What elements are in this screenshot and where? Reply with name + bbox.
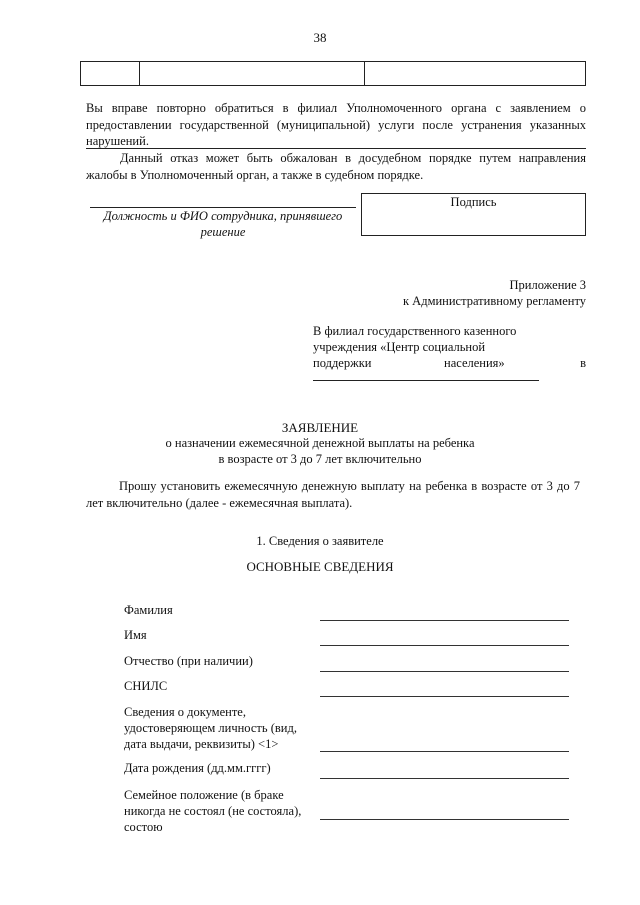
table-divider: [139, 62, 140, 85]
patronymic-fill-line: [320, 671, 569, 672]
signature-caption-line: решение: [200, 225, 246, 239]
address-line: учреждения «Центр социальной: [313, 340, 486, 354]
surname-fill-line: [320, 620, 569, 621]
decision-table-row: [80, 61, 586, 86]
repeat-notice: Вы вправе повторно обратиться в филиал Уполномоченного органа с заявлением о предоставлении государственной (муниципальной) услуги после устранения указанных нарушений.: [86, 101, 586, 148]
field-label-birth-date: Дата рождения (дд.мм.гггг): [124, 761, 271, 775]
appeal-notice: Данный отказ может быть обжалован в досудебном порядке путем направления жалобы в Уполномоченный орган, а также в судебном порядке.: [86, 151, 586, 182]
snils-fill-line: [320, 696, 569, 697]
table-divider: [364, 62, 365, 85]
field-label-name: Имя: [124, 628, 147, 642]
page-number: 38: [313, 30, 327, 45]
appendix-header: [300, 277, 586, 309]
field-label-snils: СНИЛС: [124, 679, 168, 693]
appendix-title: Приложение 3: [509, 278, 586, 292]
statement-subtitle: о назначении ежемесячной денежной выплаты на ребенка: [165, 436, 475, 450]
section-title: 1. Сведения о заявителе: [256, 534, 384, 548]
appendix-subtitle: к Административному регламенту: [402, 294, 586, 308]
statement-heading: ЗАЯВЛЕНИЕ: [281, 420, 359, 435]
id-document-fill-line: [320, 751, 569, 752]
divider-line: [86, 148, 586, 149]
address-word: в: [580, 356, 586, 370]
statement-subtitle: в возрасте от 3 до 7 лет включительно: [218, 452, 422, 466]
signature-box: [361, 193, 586, 236]
birth-date-fill-line: [320, 778, 569, 779]
address-line: В филиал государственного казенного: [313, 324, 517, 338]
field-label-surname: Фамилия: [124, 603, 173, 617]
signature-box-label: Подпись: [450, 195, 497, 209]
marital-status-fill-line: [320, 819, 569, 820]
signature-caption: [90, 208, 356, 240]
field-label-patronymic: Отчество (при наличии): [124, 654, 253, 668]
signature-caption-line: Должность и ФИО сотрудника, принявшего: [103, 209, 343, 223]
field-label-marital-status: Семейное положение (в браке никогда не состоял (не состояла), состою: [124, 788, 302, 834]
field-label-id-document: Сведения о документе, удостоверяющем личность (вид, дата выдачи, реквизиты) <1>: [124, 705, 297, 751]
address-word: населения»: [444, 356, 505, 370]
statement-request: Прошу установить ежемесячную денежную выплату на ребенка в возрасте от 3 до 7 лет включительно (далее - ежемесячная выплата).: [86, 479, 580, 510]
address-fill-line: [313, 380, 539, 381]
address-word: поддержки: [313, 356, 372, 370]
subsection-title: ОСНОВНЫЕ СВЕДЕНИЯ: [246, 559, 394, 574]
name-fill-line: [320, 645, 569, 646]
